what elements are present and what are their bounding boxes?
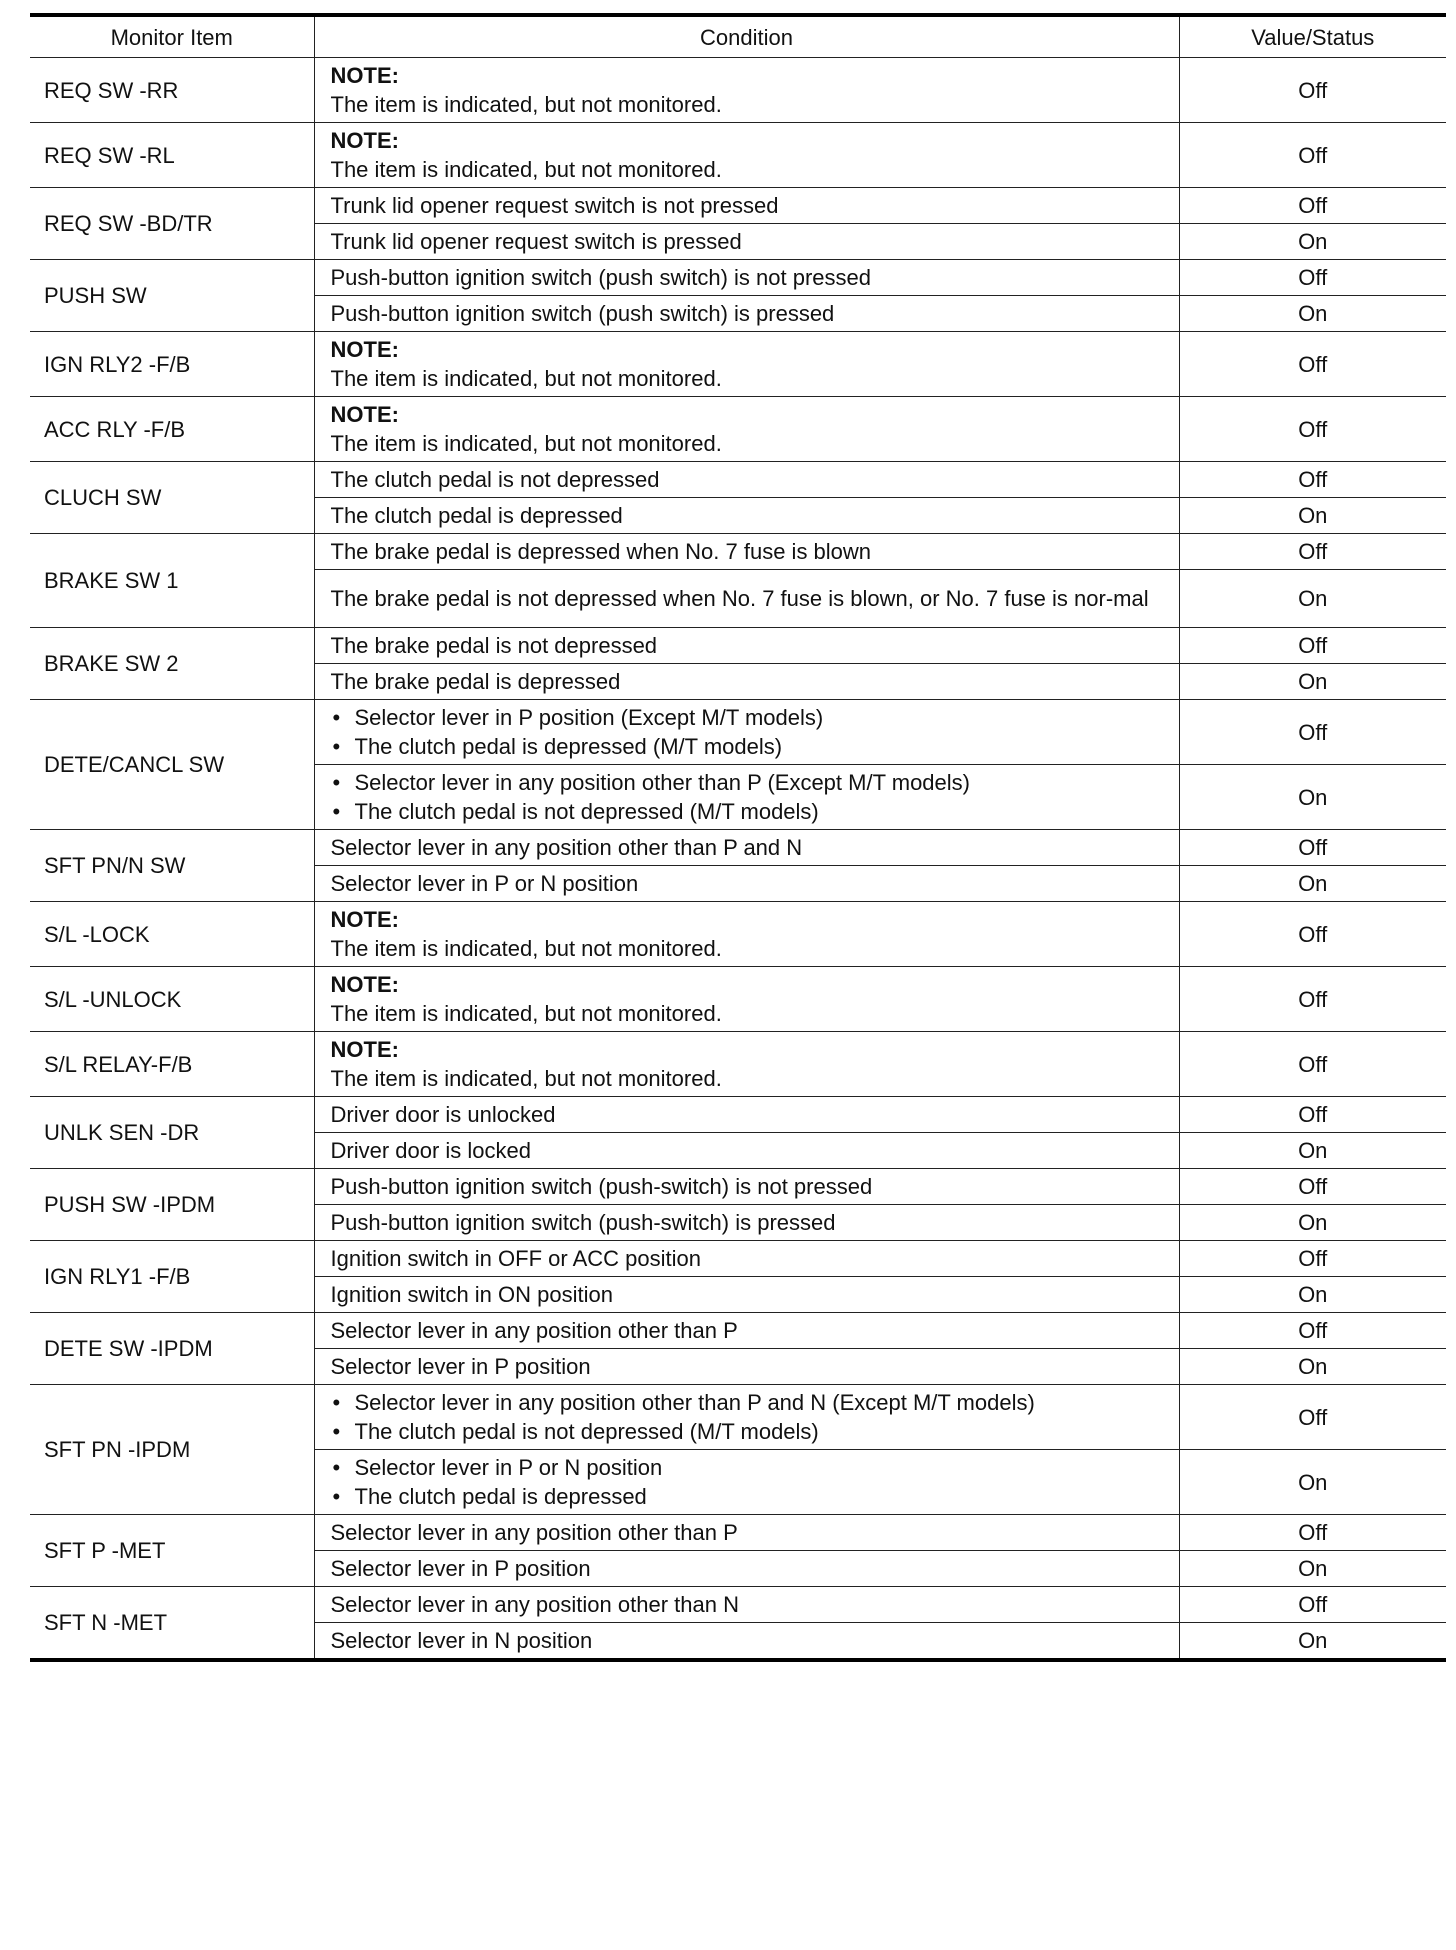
- value-status-cell: Off: [1179, 534, 1446, 570]
- value-status-cell: Off: [1179, 260, 1446, 296]
- condition-cell: [314, 123, 1179, 188]
- monitor-item-cell: REQ SW -BD/TR: [30, 188, 314, 260]
- value-status-cell: Off: [1179, 1241, 1446, 1277]
- condition-cell: [314, 1032, 1179, 1097]
- condition-cell: [314, 1515, 1179, 1551]
- table-row: [30, 1515, 1446, 1551]
- condition-text: Push-button ignition switch (push switch) is pressed: [330, 301, 835, 326]
- table-row: [30, 1385, 1446, 1450]
- value-status-cell: On: [1179, 296, 1446, 332]
- value-status-cell: On: [1179, 765, 1446, 830]
- monitor-item-cell: IGN RLY2 -F/B: [30, 332, 314, 397]
- condition-text: Push-button ignition switch (push-switch) is pressed: [330, 1210, 836, 1235]
- condition-text: Selector lever in any position other than P and N: [330, 835, 803, 860]
- condition-cell: [314, 462, 1179, 498]
- condition-text: The clutch pedal is not depressed: [330, 467, 660, 492]
- table-row: [30, 1097, 1446, 1133]
- condition-bullet-item: • The clutch pedal is depressed: [331, 1482, 1167, 1511]
- monitor-item-cell: BRAKE SW 1: [30, 534, 314, 628]
- condition-cell: [314, 1313, 1179, 1349]
- condition-cell: [314, 1241, 1179, 1277]
- condition-cell: [314, 332, 1179, 397]
- condition-cell: [314, 967, 1179, 1032]
- monitor-item-cell: ACC RLY -F/B: [30, 397, 314, 462]
- monitor-item-cell: S/L -LOCK: [30, 902, 314, 967]
- monitor-item-cell: S/L RELAY-F/B: [30, 1032, 314, 1097]
- condition-cell: [314, 1133, 1179, 1169]
- value-status-cell: On: [1179, 224, 1446, 260]
- condition-text: Selector lever in any position other than P: [330, 1318, 738, 1343]
- table-row: [30, 1313, 1446, 1349]
- condition-bullet-list: [331, 1388, 1167, 1446]
- note-label: NOTE:: [330, 337, 399, 362]
- value-status-cell: On: [1179, 1133, 1446, 1169]
- note-label: NOTE:: [330, 63, 399, 88]
- value-status-cell: Off: [1179, 830, 1446, 866]
- value-status-cell: Off: [1179, 1515, 1446, 1551]
- table-row: [30, 1032, 1446, 1097]
- condition-bullet-list: [331, 768, 1167, 826]
- condition-cell: [314, 1587, 1179, 1623]
- condition-bullet-item: • The clutch pedal is depressed (M/T models): [331, 732, 1167, 761]
- condition-cell: [314, 1623, 1179, 1661]
- note-text: The item is indicated, but not monitored.: [330, 1066, 722, 1091]
- table-row: [30, 123, 1446, 188]
- note-label: NOTE:: [330, 1037, 399, 1062]
- table-row: [30, 260, 1446, 296]
- condition-cell: [314, 700, 1179, 765]
- condition-bullet-list: [331, 703, 1167, 761]
- value-status-cell: Off: [1179, 1097, 1446, 1133]
- monitor-item-cell: SFT P -MET: [30, 1515, 314, 1587]
- condition-text: Selector lever in any position other than P: [330, 1520, 738, 1545]
- value-status-cell: On: [1179, 570, 1446, 628]
- value-status-cell: On: [1179, 1623, 1446, 1661]
- condition-cell: [314, 866, 1179, 902]
- condition-bullet-item: • Selector lever in any position other than P and N (Except M/T models): [331, 1388, 1167, 1417]
- note-label: NOTE:: [330, 128, 399, 153]
- note-text: The item is indicated, but not monitored.: [330, 936, 722, 961]
- value-status-cell: On: [1179, 1277, 1446, 1313]
- value-status-cell: On: [1179, 498, 1446, 534]
- condition-text: Push-button ignition switch (push switch) is not pressed: [330, 265, 871, 290]
- condition-cell: [314, 628, 1179, 664]
- monitor-item-cell: SFT N -MET: [30, 1587, 314, 1661]
- condition-cell: [314, 1169, 1179, 1205]
- value-status-cell: On: [1179, 1349, 1446, 1385]
- value-status-cell: Off: [1179, 1385, 1446, 1450]
- condition-text: Selector lever in P position: [330, 1354, 591, 1379]
- header-value-status: Value/Status: [1179, 15, 1446, 58]
- value-status-cell: Off: [1179, 188, 1446, 224]
- condition-text: The brake pedal is not depressed: [330, 633, 658, 658]
- value-status-cell: Off: [1179, 902, 1446, 967]
- monitor-item-cell: SFT PN -IPDM: [30, 1385, 314, 1515]
- condition-bullet-list: [331, 1453, 1167, 1511]
- condition-text: Ignition switch in OFF or ACC position: [330, 1246, 701, 1271]
- monitor-item-cell: REQ SW -RL: [30, 123, 314, 188]
- condition-cell: [314, 498, 1179, 534]
- table-row: [30, 462, 1446, 498]
- table-body: [30, 58, 1446, 1661]
- table-row: [30, 188, 1446, 224]
- condition-cell: [314, 296, 1179, 332]
- table-row: [30, 1169, 1446, 1205]
- condition-cell: [314, 570, 1179, 628]
- monitor-item-cell: PUSH SW: [30, 260, 314, 332]
- condition-cell: [314, 534, 1179, 570]
- condition-cell: [314, 664, 1179, 700]
- value-status-cell: On: [1179, 866, 1446, 902]
- condition-cell: [314, 58, 1179, 123]
- condition-text: The brake pedal is depressed when No. 7 fuse is blown: [330, 539, 872, 564]
- condition-text: Ignition switch in ON position: [330, 1282, 613, 1307]
- table-row: [30, 332, 1446, 397]
- condition-cell: [314, 1450, 1179, 1515]
- header-condition: Condition: [314, 15, 1179, 58]
- table-row: [30, 700, 1446, 765]
- condition-cell: [314, 765, 1179, 830]
- monitor-item-cell: IGN RLY1 -F/B: [30, 1241, 314, 1313]
- monitor-item-table: [30, 13, 1446, 1662]
- condition-bullet-item: • The clutch pedal is not depressed (M/T models): [331, 797, 1167, 826]
- condition-cell: [314, 1277, 1179, 1313]
- monitor-item-cell: SFT PN/N SW: [30, 830, 314, 902]
- monitor-item-cell: REQ SW -RR: [30, 58, 314, 123]
- condition-text: Driver door is unlocked: [330, 1102, 556, 1127]
- table-row: [30, 58, 1446, 123]
- table-row: [30, 628, 1446, 664]
- condition-cell: [314, 224, 1179, 260]
- condition-bullet-item: • Selector lever in P position (Except M/T models): [331, 703, 1167, 732]
- note-text: The item is indicated, but not monitored.: [330, 1001, 722, 1026]
- condition-cell: [314, 397, 1179, 462]
- condition-text: The brake pedal is depressed: [330, 669, 621, 694]
- monitor-item-cell: BRAKE SW 2: [30, 628, 314, 700]
- monitor-item-cell: UNLK SEN -DR: [30, 1097, 314, 1169]
- monitor-item-cell: PUSH SW -IPDM: [30, 1169, 314, 1241]
- monitor-item-cell: DETE SW -IPDM: [30, 1313, 314, 1385]
- note-text: The item is indicated, but not monitored.: [330, 431, 722, 456]
- monitor-item-cell: DETE/CANCL SW: [30, 700, 314, 830]
- value-status-cell: Off: [1179, 967, 1446, 1032]
- value-status-cell: On: [1179, 1450, 1446, 1515]
- condition-cell: [314, 260, 1179, 296]
- table-row: [30, 1587, 1446, 1623]
- condition-bullet-item: • The clutch pedal is not depressed (M/T models): [331, 1417, 1167, 1446]
- condition-cell: [314, 1551, 1179, 1587]
- condition-text: Driver door is locked: [330, 1138, 532, 1163]
- monitor-item-cell: S/L -UNLOCK: [30, 967, 314, 1032]
- monitor-item-cell: CLUCH SW: [30, 462, 314, 534]
- value-status-cell: Off: [1179, 58, 1446, 123]
- header-monitor-item: Monitor Item: [30, 15, 314, 58]
- value-status-cell: Off: [1179, 1587, 1446, 1623]
- condition-text: Selector lever in N position: [330, 1628, 593, 1653]
- value-status-cell: Off: [1179, 1032, 1446, 1097]
- value-status-cell: Off: [1179, 1169, 1446, 1205]
- header-row: [30, 15, 1446, 58]
- value-status-cell: Off: [1179, 700, 1446, 765]
- condition-cell: [314, 902, 1179, 967]
- value-status-cell: Off: [1179, 397, 1446, 462]
- note-label: NOTE:: [330, 402, 399, 427]
- table-row: [30, 534, 1446, 570]
- note-label: NOTE:: [330, 972, 399, 997]
- value-status-cell: On: [1179, 664, 1446, 700]
- table-row: [30, 397, 1446, 462]
- note-text: The item is indicated, but not monitored.: [330, 157, 722, 182]
- condition-text: Selector lever in P or N position: [330, 871, 639, 896]
- condition-text: Selector lever in any position other than N: [330, 1592, 739, 1617]
- table-row: [30, 830, 1446, 866]
- condition-text: The clutch pedal is depressed: [330, 503, 623, 528]
- condition-cell: [314, 1097, 1179, 1133]
- condition-cell: [314, 1205, 1179, 1241]
- value-status-cell: Off: [1179, 462, 1446, 498]
- condition-text: Selector lever in P position: [330, 1556, 591, 1581]
- condition-cell: [314, 188, 1179, 224]
- value-status-cell: Off: [1179, 332, 1446, 397]
- note-text: The item is indicated, but not monitored.: [330, 366, 722, 391]
- condition-bullet-item: • Selector lever in any position other than P (Except M/T models): [331, 768, 1167, 797]
- table-row: [30, 967, 1446, 1032]
- condition-text: Push-button ignition switch (push-switch) is not pressed: [330, 1174, 873, 1199]
- condition-text: Trunk lid opener request switch is not pressed: [330, 193, 779, 218]
- table-row: [30, 1241, 1446, 1277]
- condition-text: The brake pedal is not depressed when No. 7 fuse is blown, or No. 7 fuse is nor-mal: [330, 586, 1149, 611]
- value-status-cell: Off: [1179, 628, 1446, 664]
- condition-cell: [314, 830, 1179, 866]
- value-status-cell: Off: [1179, 1313, 1446, 1349]
- value-status-cell: On: [1179, 1205, 1446, 1241]
- value-status-cell: On: [1179, 1551, 1446, 1587]
- table-row: [30, 902, 1446, 967]
- note-text: The item is indicated, but not monitored.: [330, 92, 722, 117]
- condition-cell: [314, 1385, 1179, 1450]
- note-label: NOTE:: [330, 907, 399, 932]
- condition-cell: [314, 1349, 1179, 1385]
- condition-bullet-item: • Selector lever in P or N position: [331, 1453, 1167, 1482]
- condition-text: Trunk lid opener request switch is pressed: [330, 229, 742, 254]
- value-status-cell: Off: [1179, 123, 1446, 188]
